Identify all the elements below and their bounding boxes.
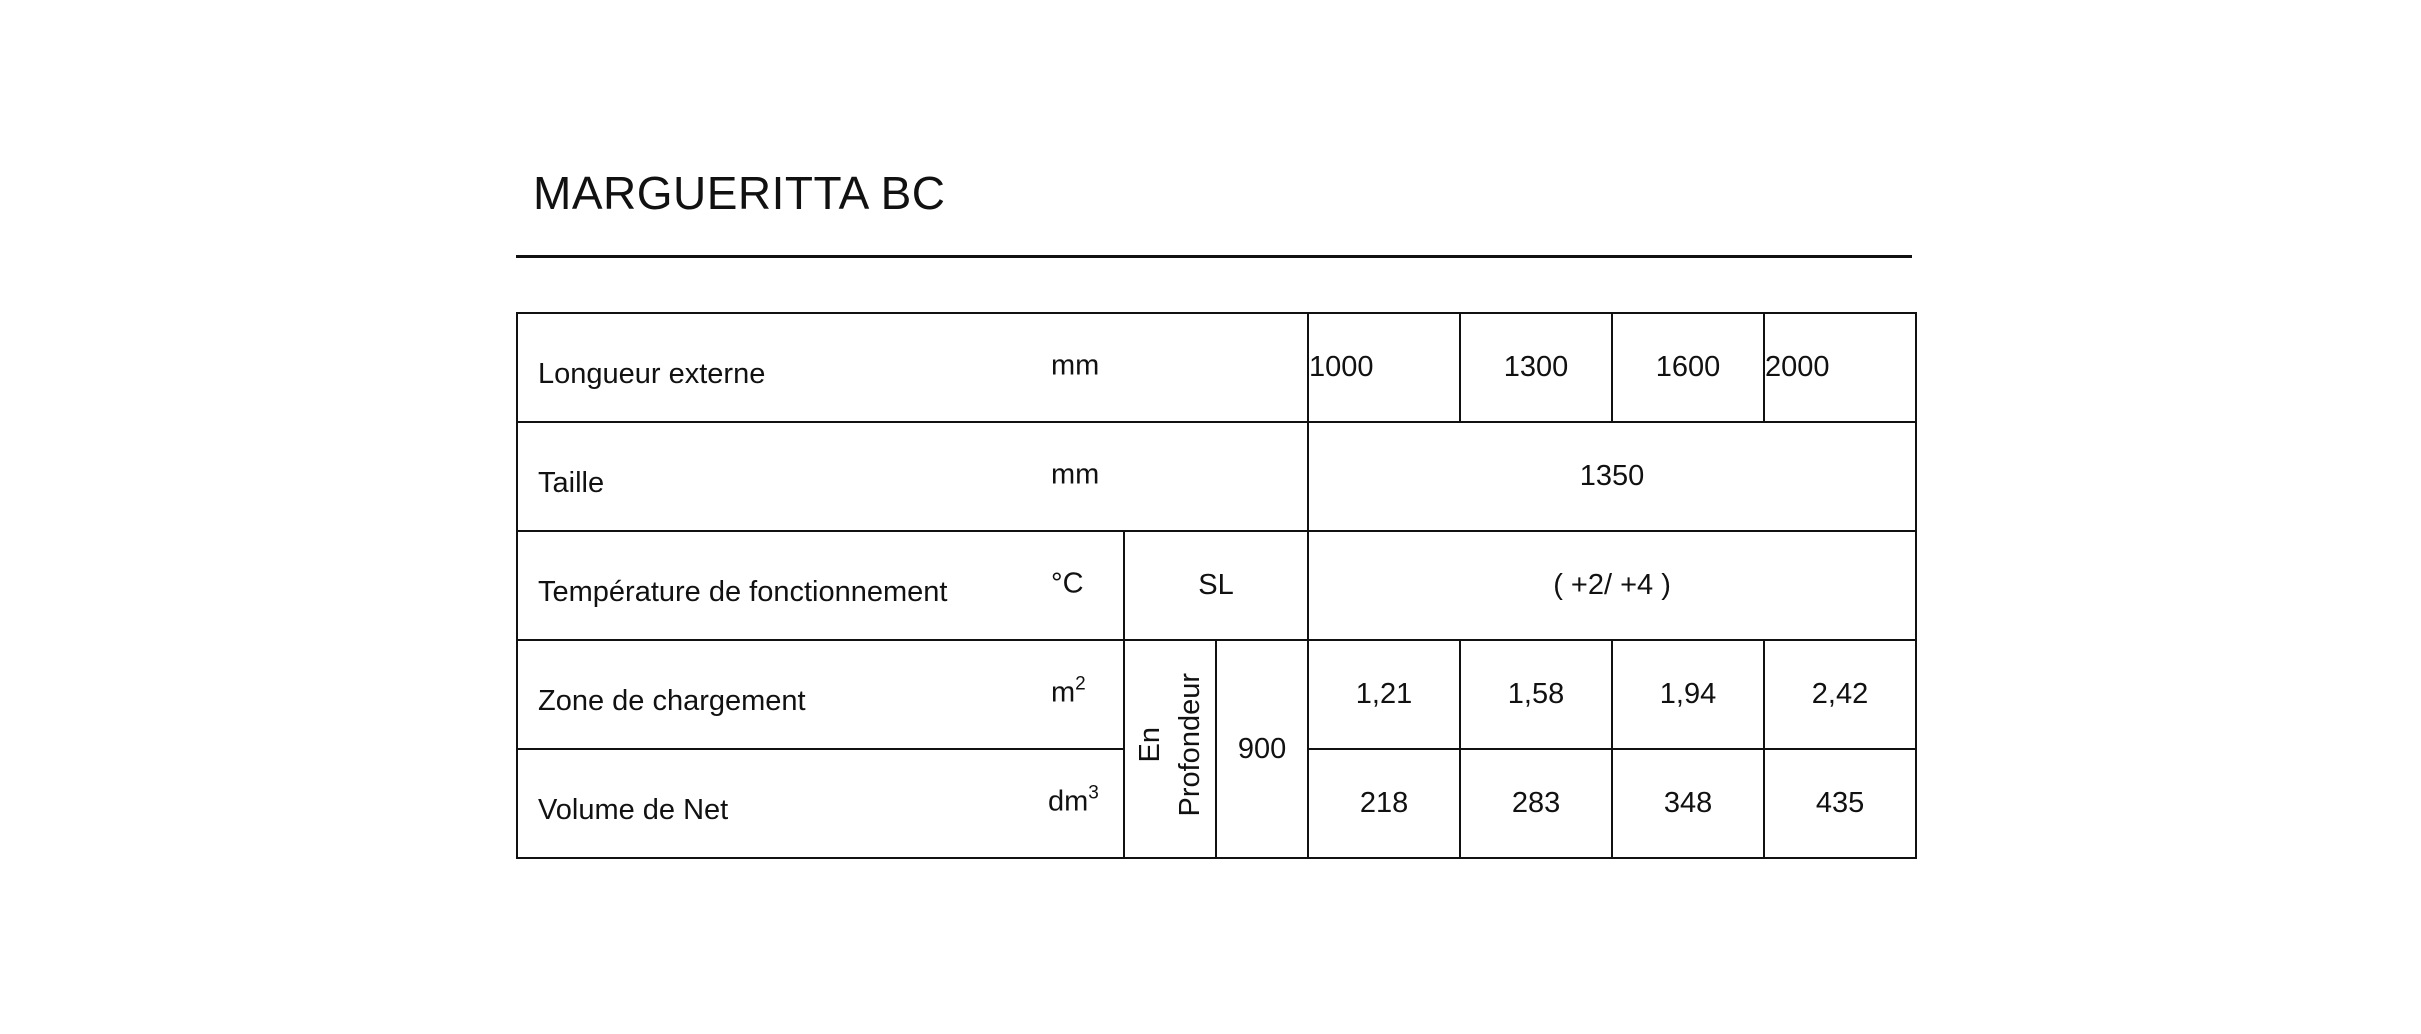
- temperature-label-cell: [517, 531, 1124, 640]
- depth-label-cell: [1124, 640, 1216, 858]
- volume-unit: [1048, 782, 1099, 818]
- loading-unit-base: m: [1051, 676, 1076, 709]
- height-label: Taille: [538, 466, 605, 499]
- loading-label-cell: [517, 640, 1124, 749]
- length-value-3: 1600: [1612, 313, 1764, 422]
- loading-value-4: 2,42: [1764, 640, 1916, 749]
- volume-value-3: 348: [1612, 749, 1764, 858]
- height-label-cell: [517, 422, 1308, 531]
- length-value-1: 1000: [1308, 313, 1460, 422]
- volume-unit-base: dm: [1048, 785, 1089, 818]
- volume-value-4: 435: [1764, 749, 1916, 858]
- length-value-2: 1300: [1460, 313, 1612, 422]
- loading-unit: [1051, 673, 1086, 709]
- volume-label-cell: [517, 749, 1124, 858]
- depth-label: [1130, 673, 1210, 817]
- height-value: 1350: [1308, 422, 1916, 531]
- volume-unit-exponent: 3: [1088, 782, 1099, 804]
- temperature-label: Température de fonctionnement: [538, 575, 948, 608]
- table-row-temperature: [517, 531, 1916, 640]
- volume-value-1: 218: [1308, 749, 1460, 858]
- volume-value-2: 283: [1460, 749, 1612, 858]
- title-divider: [516, 255, 1912, 258]
- page-title: MARGUERITTA BC: [533, 167, 946, 219]
- temperature-value: ( +2/ +4 ): [1308, 531, 1916, 640]
- depth-label-line1: En: [1134, 727, 1166, 763]
- table-row-height: [517, 422, 1916, 531]
- loading-value-2: 1,58: [1460, 640, 1612, 749]
- temperature-class: SL: [1124, 531, 1308, 640]
- length-value-4: 2000: [1764, 313, 1916, 422]
- length-unit: mm: [1051, 349, 1100, 382]
- table-row-loading: [517, 640, 1916, 749]
- depth-value: 900: [1216, 640, 1308, 858]
- table-row-length: [517, 313, 1916, 422]
- loading-label: Zone de chargement: [538, 684, 806, 717]
- temperature-unit: °C: [1051, 567, 1084, 600]
- length-label: Longueur externe: [538, 357, 766, 390]
- loading-value-1: 1,21: [1308, 640, 1460, 749]
- loading-value-3: 1,94: [1612, 640, 1764, 749]
- spec-table: [516, 312, 1917, 859]
- loading-unit-exponent: 2: [1075, 673, 1086, 695]
- depth-label-line2: Profondeur: [1174, 673, 1206, 817]
- height-unit: mm: [1051, 458, 1100, 491]
- volume-label: Volume de Net: [538, 793, 729, 826]
- length-label-cell: [517, 313, 1308, 422]
